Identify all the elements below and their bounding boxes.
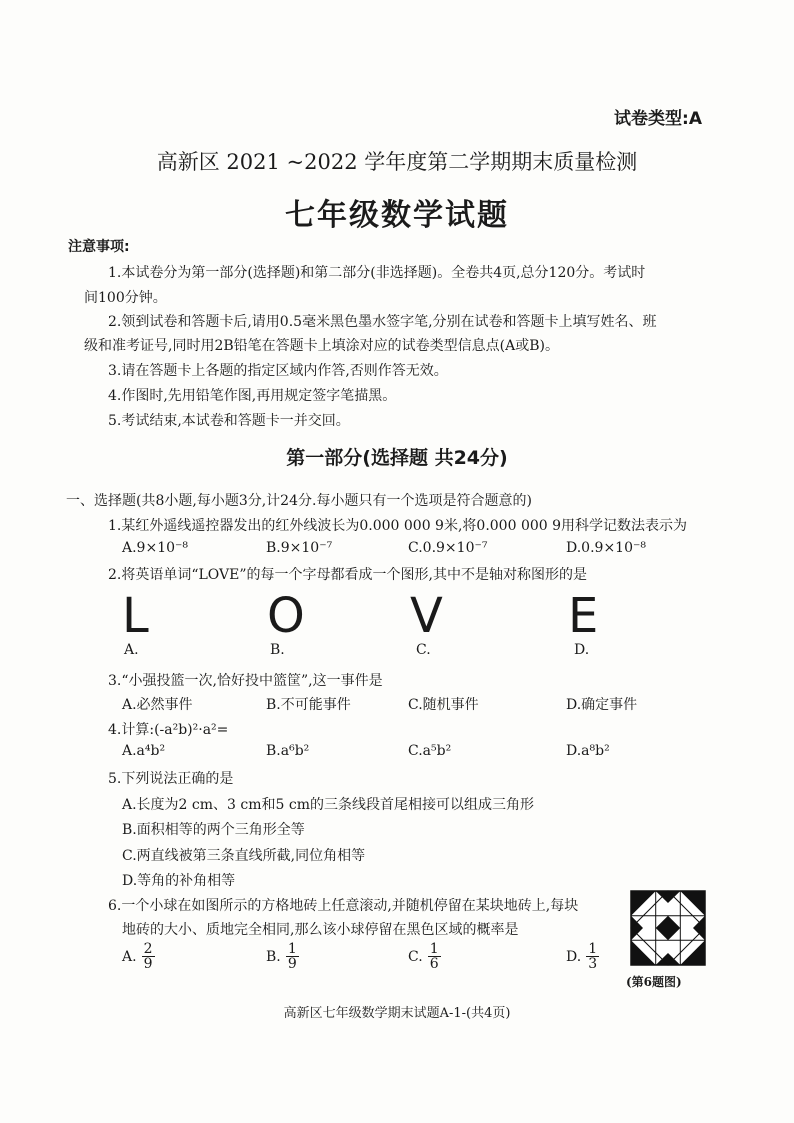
q6-option-b (266, 942, 299, 971)
q6-option-d-fraction (586, 942, 599, 971)
q5-option-b: B.面积相等的两个三角形全等 (122, 822, 305, 838)
q6-c-numerator: 1 (429, 941, 439, 957)
letter-l: L (122, 588, 149, 644)
q6-stem-line1: 6.一个小球在如图所示的方格地砖上任意滚动,并随机停留在某块地砖上,每块 (108, 898, 579, 914)
notice-line-2b: 级和准考证号,同时用2B铅笔在答题卡上填涂对应的试卷类型信息点(A或B)。 (84, 338, 559, 354)
q4-option-d: D.a⁸b² (566, 743, 610, 759)
notice-line-1: 1.本试卷分为第一部分(选择题)和第二部分(非选择题)。全卷共4页,总分120分。考试时 (108, 265, 646, 281)
q5-option-a: A.长度为2 cm、3 cm和5 cm的三条线段首尾相接可以组成三角形 (122, 797, 534, 813)
q6-option-b-fraction (286, 942, 299, 971)
q5-stem: 5.下列说法正确的是 (108, 771, 234, 787)
letter-o: O (267, 588, 305, 644)
q3-stem: 3.“小强投篮一次,恰好投中篮筐”,这一事件是 (108, 673, 383, 689)
q1-stem: 1.某红外遥线遥控器发出的红外线波长为0.000 000 9米,将0.000 000 9用科学记数法表示为 (108, 518, 688, 534)
q5-option-d: D.等角的补角相等 (122, 873, 236, 889)
q2-stem: 2.将英语单词“LOVE”的每一个字母都看成一个图形,其中不是轴对称图形的是 (108, 567, 587, 583)
notice-line-5: 5.考试结束,本试卷和答题卡一并交回。 (108, 413, 350, 429)
q1-option-a: A.9×10⁻⁸ (122, 540, 189, 556)
q6-b-numerator: 1 (287, 941, 297, 957)
q4-option-c: C.a⁵b² (408, 743, 452, 759)
q6-option-b-label: B. (266, 949, 281, 965)
letter-e: E (568, 588, 599, 644)
q4-option-a: A.a⁴b² (122, 743, 166, 759)
q1-option-b: B.9×10⁻⁷ (266, 540, 333, 556)
q4-option-b: B.a⁶b² (266, 743, 310, 759)
tile-figure (630, 890, 706, 966)
q3-option-b: B.不可能事件 (266, 697, 351, 713)
section-title: 第一部分(选择题 共24分) (286, 447, 508, 469)
page-title: 七年级数学试题 (285, 198, 509, 233)
q6-a-numerator: 2 (143, 941, 153, 957)
letter-v: V (410, 588, 443, 644)
q1-option-c: C.0.9×10⁻⁷ (408, 540, 488, 556)
q6-a-denominator: 9 (143, 956, 153, 972)
q6-option-c (408, 942, 441, 971)
notice-line-3: 3.请在答题卡上各题的指定区域内作答,否则作答无效。 (108, 363, 448, 379)
q6-option-a-label: A. (122, 949, 137, 965)
notice-heading: 注意事项: (68, 239, 130, 255)
q2-label-d: D. (574, 642, 590, 658)
q6-d-denominator: 3 (588, 956, 598, 972)
q2-label-c: C. (416, 642, 431, 658)
notice-line-1b: 间100分钟。 (84, 290, 167, 306)
q2-label-a: A. (124, 642, 139, 658)
q6-option-c-fraction (428, 942, 441, 971)
paper-type-label: 试卷类型:A (614, 109, 702, 129)
q6-b-denominator: 9 (287, 956, 297, 972)
notice-line-2: 2.领到试卷和答题卡后,请用0.5毫米黑色墨水签字笔,分别在试卷和答题卡上填写姓名、班 (108, 314, 657, 330)
q6-stem-line2: 地砖的大小、质地完全相同,那么该小球停留在黑色区域的概率是 (122, 922, 519, 938)
q3-option-d: D.确定事件 (566, 697, 638, 713)
figure-caption: (第6题图) (626, 975, 682, 989)
q5-option-c: C.两直线被第三条直线所截,同位角相等 (122, 848, 366, 864)
q3-option-a: A.必然事件 (122, 697, 193, 713)
q6-option-d-label: D. (566, 949, 582, 965)
q2-label-b: B. (270, 642, 285, 658)
q6-c-denominator: 6 (429, 956, 439, 972)
q1-option-d: D.0.9×10⁻⁸ (566, 540, 646, 556)
q6-d-numerator: 1 (588, 941, 598, 957)
section-intro: 一、选择题(共8小题,每小题3分,计24分.每小题只有一个选项是符合题意的) (66, 493, 532, 509)
q6-option-a-fraction (142, 942, 155, 971)
q3-option-c: C.随机事件 (408, 697, 479, 713)
q6-option-d (566, 942, 599, 971)
q6-option-c-label: C. (408, 949, 423, 965)
notice-line-4: 4.作图时,先用铅笔作图,再用规定签字笔描黑。 (108, 388, 397, 404)
page-footer: 高新区七年级数学期末试题A-1-(共4页) (283, 1006, 511, 1021)
q6-option-a (122, 942, 155, 971)
q4-stem: 4.计算:(-a²b)²·a²= (108, 722, 229, 738)
exam-title: 高新区 2021 ~2022 学年度第二学期期末质量检测 (156, 150, 638, 174)
